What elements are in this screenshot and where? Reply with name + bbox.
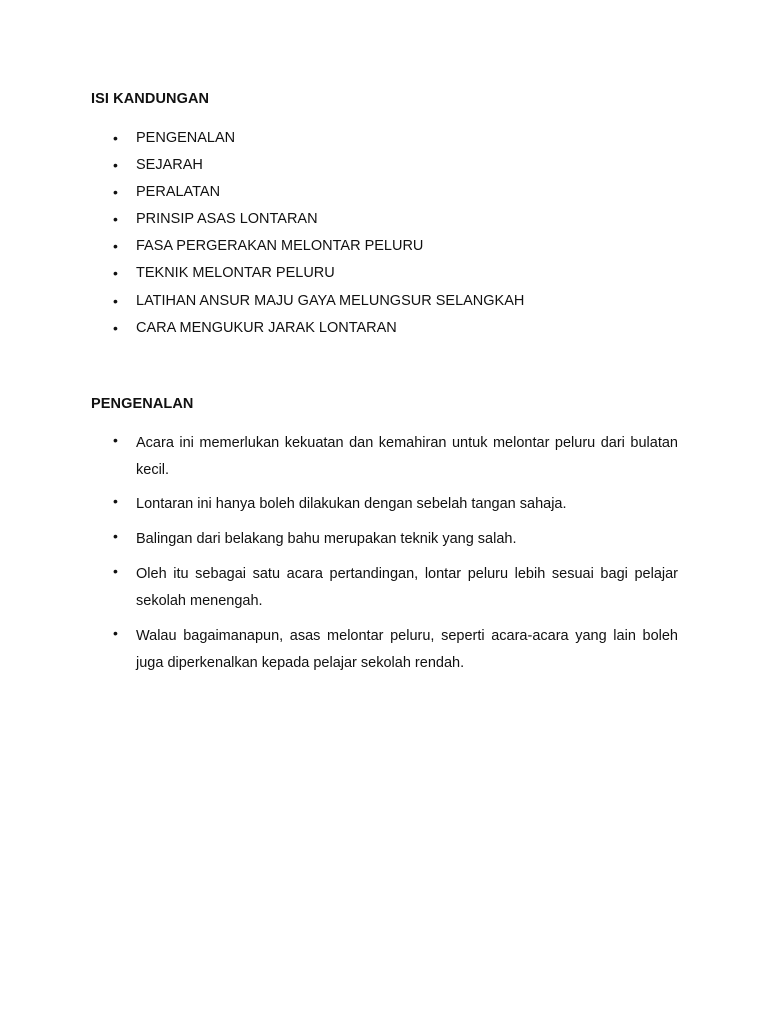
bullet-icon: • (113, 211, 118, 228)
section-heading-pengenalan: PENGENALAN (91, 396, 194, 412)
paragraph-text: Walau bagaimanapun, asas melontar peluru, seperti acara-acara yang lain boleh juga diperkenalkan kepada pelajar sekolah rendah. (136, 628, 678, 671)
toc-item (0, 129, 768, 156)
bullet-icon: • (113, 157, 118, 174)
intro-list (0, 434, 768, 683)
toc-list (0, 129, 768, 346)
bullet-icon: • (113, 432, 118, 448)
toc-item-text: PERALATAN (136, 184, 221, 201)
toc-item-text: SEJARAH (136, 157, 203, 174)
list-item (0, 430, 768, 495)
paragraph-text: Lontaran ini hanya boleh dilakukan dengan sebelah tangan sahaja. (136, 496, 567, 512)
toc-item-text: PRINSIP ASAS LONTARAN (136, 211, 318, 228)
bullet-icon: • (113, 238, 118, 255)
list-item (0, 491, 768, 530)
bullet-icon: • (113, 493, 118, 509)
bullet-icon: • (113, 130, 118, 146)
toc-item (0, 292, 768, 319)
bullet-icon: • (113, 528, 118, 544)
bullet-icon: • (113, 319, 118, 336)
toc-item (0, 264, 768, 291)
toc-item (0, 237, 768, 264)
toc-item (0, 319, 768, 346)
bullet-icon: • (113, 292, 118, 309)
toc-item-text: PENGENALAN (136, 130, 236, 146)
bullet-icon: • (113, 563, 118, 579)
toc-heading: ISI KANDUNGAN (91, 91, 210, 107)
paragraph-text: Oleh itu sebagai satu acara pertandingan, lontar peluru lebih sesuai bagi pelajar sekolah menengah. (136, 566, 678, 609)
toc-item (0, 210, 768, 237)
bullet-icon: • (113, 625, 118, 641)
bullet-icon: • (113, 184, 118, 201)
list-item (0, 526, 768, 565)
paragraph-text: Acara ini memerlukan kekuatan dan kemahiran untuk melontar peluru dari bulatan kecil. (136, 435, 678, 478)
toc-item-text: LATIHAN ANSUR MAJU GAYA MELUNGSUR SELANGKAH (136, 292, 525, 309)
toc-item (0, 183, 768, 210)
bullet-icon: • (113, 265, 118, 282)
list-item (0, 561, 768, 627)
toc-item-text: CARA MENGUKUR JARAK LONTARAN (136, 319, 397, 336)
toc-item (0, 156, 768, 183)
toc-item-text: FASA PERGERAKAN MELONTAR PELURU (136, 238, 424, 255)
toc-item-text: TEKNIK MELONTAR PELURU (136, 265, 335, 282)
paragraph-text: Balingan dari belakang bahu merupakan teknik yang salah. (136, 531, 517, 547)
list-item (0, 623, 768, 683)
